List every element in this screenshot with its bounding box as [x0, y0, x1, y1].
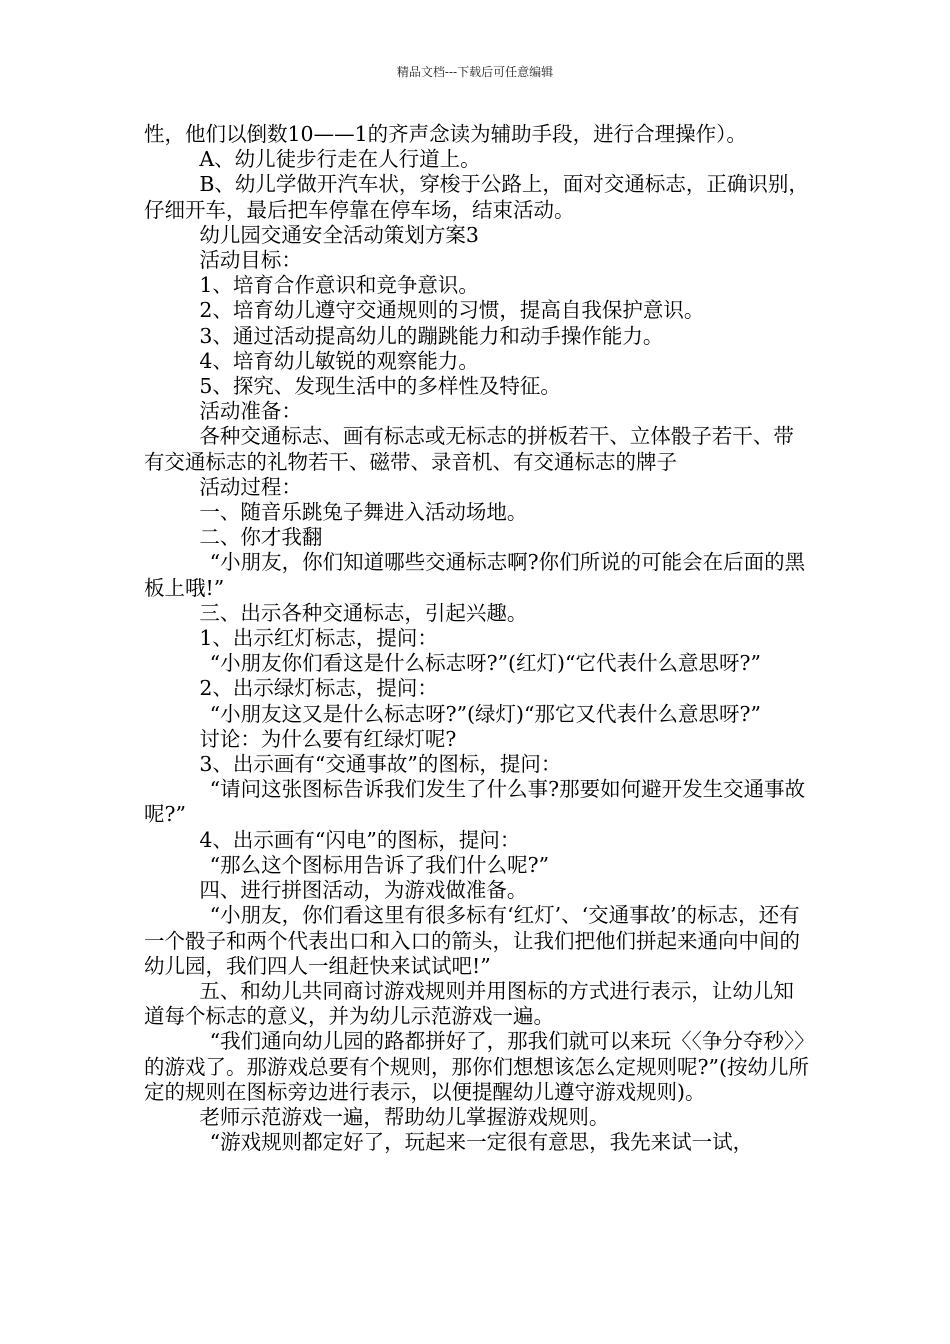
paragraph: 性，他们以倒数10——1的齐声念读为辅助手段，进行合理操作）。 [144, 122, 747, 146]
quote-paragraph: “请问这张图标告诉我们发生了什么事?那要如何避开发生交通事故呢?” [144, 777, 806, 827]
quote-paragraph: “小朋友，你们看这里有很多标有‘红灯’、‘交通事故’的标志，还有一个骰子和两个代表出口和入口的箭头，让我们把他们拼起来通向中间的幼儿园，我们四人一组赶快来试试吧!” [144, 903, 800, 978]
paragraph: 各种交通标志、画有标志或无标志的拼板若干、立体骰子若干、带有交通标志的礼物若干、磁带、录音机、有交通标志的牌子 [144, 424, 794, 474]
paragraph: 三、出示各种交通标志，引起兴趣。 [199, 600, 528, 625]
paragraph: 二、你才我翻 [199, 525, 323, 550]
paragraph: B、幼儿学做开汽车状，穿梭于公路上，面对交通标志，正确识别，仔细开车，最后把车停靠在停车场，结束活动。 [144, 172, 809, 222]
list-item: 4、培育幼儿敏锐的观察能力。 [199, 348, 479, 373]
subheading: 活动过程： [199, 474, 302, 499]
list-item: 3、出示画有“交通事故”的图标，提问： [199, 752, 562, 777]
quote-paragraph: “那么这个图标用告诉了我们什么呢?” [209, 852, 550, 877]
quote-paragraph: “我们通向幼儿园的路都拼好了，那我们就可以来玩〈〈争分夺秒〉〉的游戏了。那游戏总要有个规则，那你们想想该怎么定规则呢?”(按幼儿所定的规则在图标旁边进行表示，以便提醒幼儿遵守游戏规则)。 [144, 1029, 809, 1104]
list-item: 2、培育幼儿遵守交通规则的习惯，提高自我保护意识。 [199, 298, 705, 323]
paragraph: 老师示范游戏一遍，帮助幼儿掌握游戏规则。 [199, 1104, 610, 1129]
section-title: 幼儿园交通安全活动策划方案3 [199, 222, 479, 247]
subheading: 活动目标： [199, 248, 302, 273]
paragraph: 四、进行拼图活动，为游戏做准备。 [199, 878, 528, 903]
list-item: 4、出示画有“闪电”的图标，提问： [199, 827, 521, 852]
list-item: 1、出示红灯标志，提问： [199, 626, 438, 651]
quote-paragraph: “小朋友你们看这是什么标志呀?”(红灯)“它代表什么意思呀?” [209, 651, 761, 676]
paragraph: A、幼儿徒步行走在人行道上。 [199, 147, 481, 172]
quote-paragraph: “小朋友这又是什么标志呀?”(绿灯)“那它又代表什么意思呀?” [209, 701, 761, 726]
document-body [144, 122, 814, 1155]
list-item: 2、出示绿灯标志，提问： [199, 676, 438, 701]
quote-paragraph: “小朋友，你们知道哪些交通标志啊?你们所说的可能会在后面的黑板上哦!” [144, 550, 806, 600]
list-item: 5、探究、发现生活中的多样性及特征。 [199, 374, 561, 399]
list-item: 1、培育合作意识和竞争意识。 [199, 273, 479, 298]
paragraph: 讨论：为什么要有红绿灯呢? [199, 726, 457, 751]
paragraph: 一、随音乐跳兔子舞进入活动场地。 [199, 500, 528, 525]
subheading: 活动准备： [199, 399, 302, 424]
page-header: 精品文档---下载后可任意编辑 [396, 65, 554, 79]
paragraph: 五、和幼儿共同商讨游戏规则并用图标的方式进行表示，让幼儿知道每个标志的意义，并为幼儿示范游戏一遍。 [144, 978, 794, 1029]
quote-paragraph: “游戏规则都定好了，玩起来一定很有意思，我先来试一试， [209, 1130, 754, 1155]
list-item: 3、通过活动提高幼儿的蹦跳能力和动手操作能力。 [199, 323, 664, 348]
